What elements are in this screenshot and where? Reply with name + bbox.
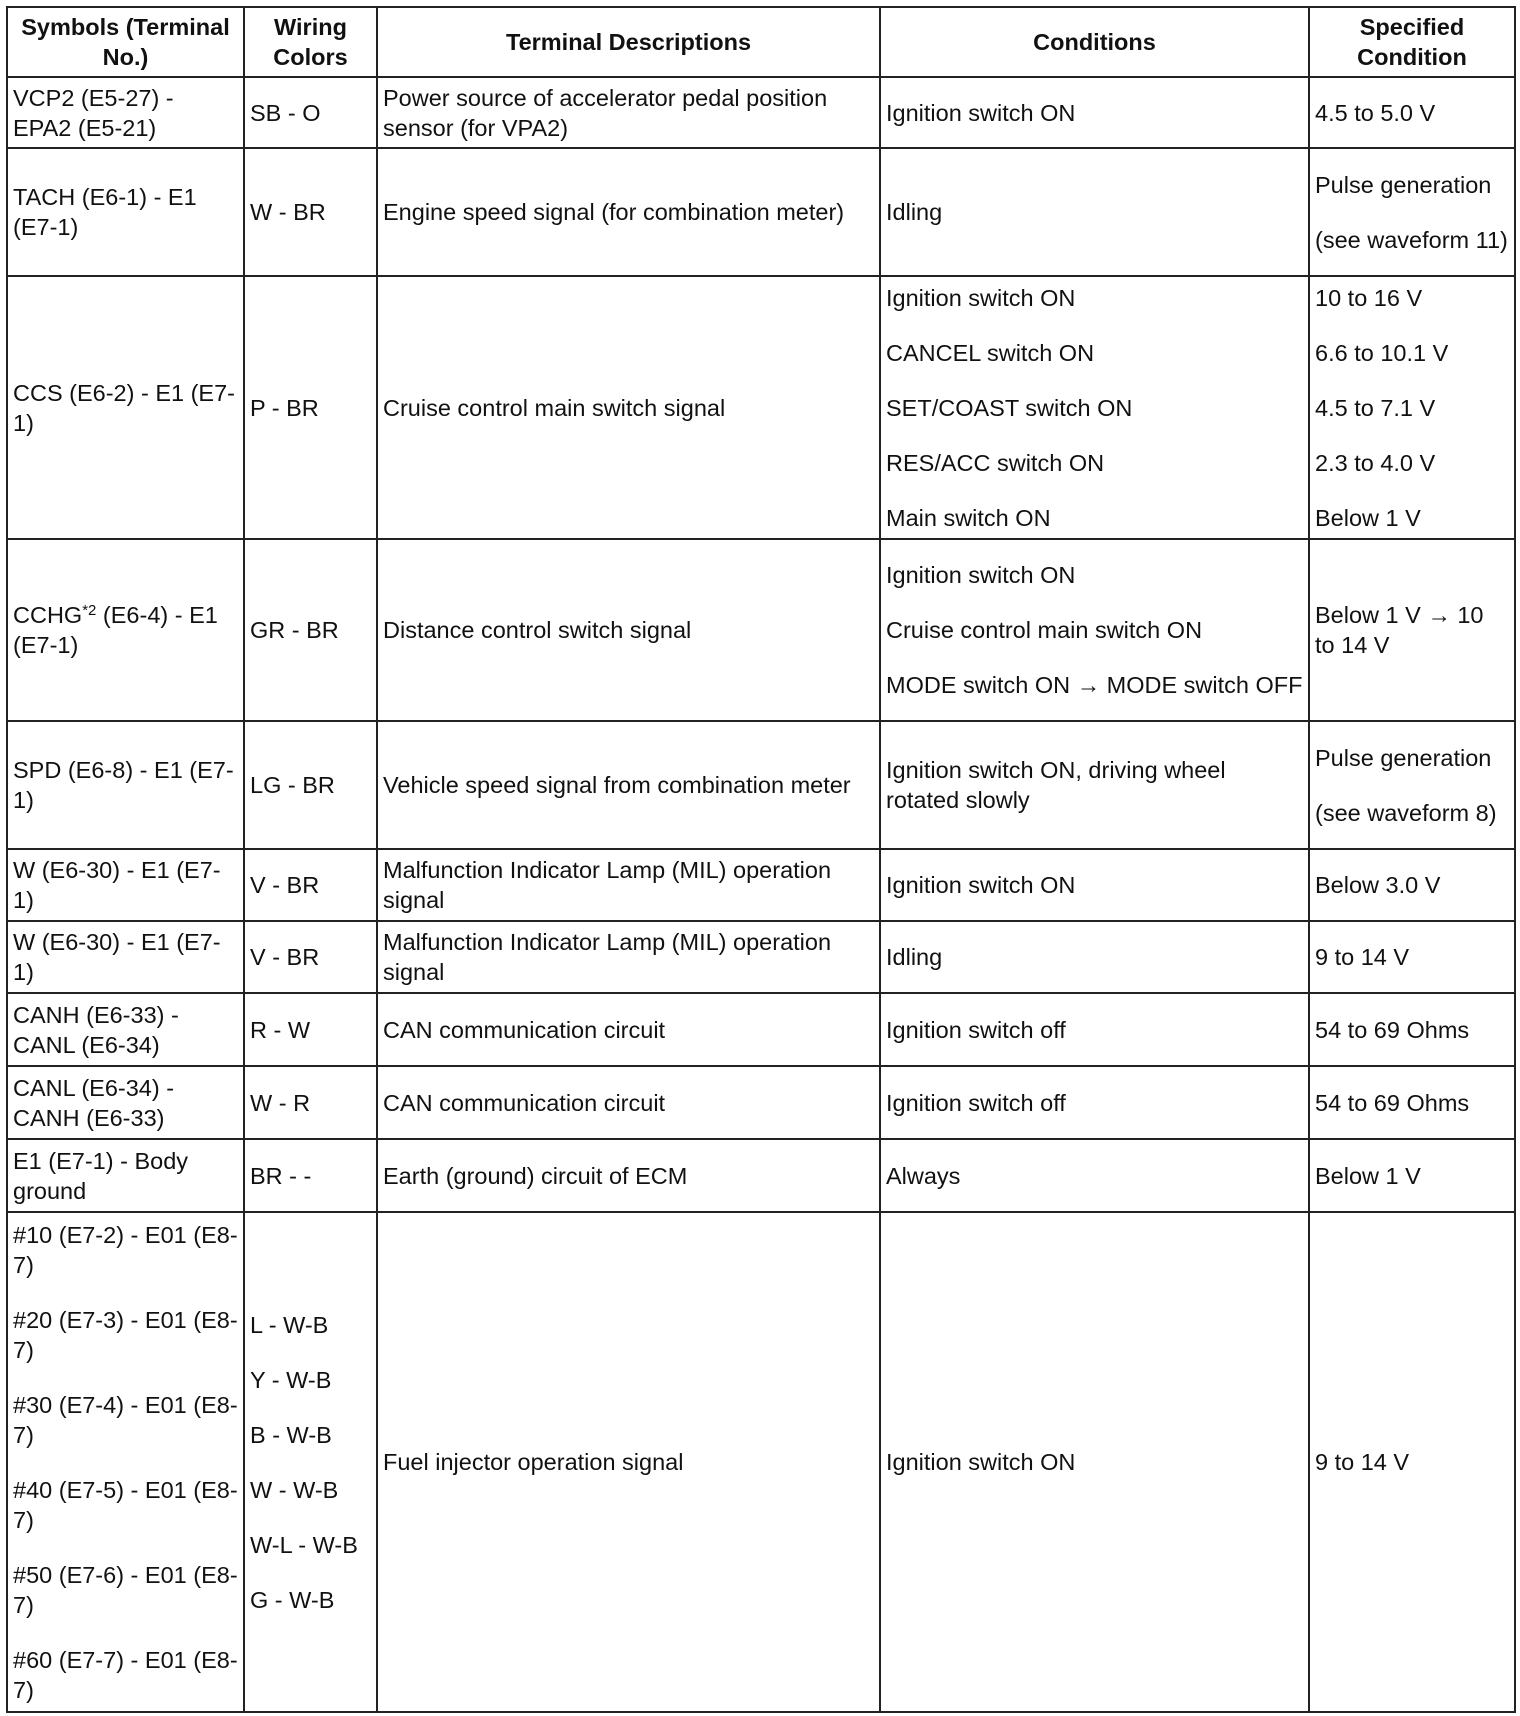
cell-symbols xyxy=(7,1066,244,1139)
cell-specified xyxy=(1309,921,1515,993)
symbol-text: #20 (E7-3) - E01 (E8-7) xyxy=(13,1306,238,1363)
wiring-text: GR - BR xyxy=(250,617,339,643)
cell-description: Distance control switch signal xyxy=(377,539,880,721)
cell-description: Malfunction Indicator Lamp (MIL) operation signal xyxy=(377,849,880,921)
table-row xyxy=(7,849,1515,921)
header-row xyxy=(7,7,1515,77)
cell-specified xyxy=(1309,849,1515,921)
cell-description: Engine speed signal (for combination meter) xyxy=(377,148,880,276)
condition-text: Ignition switch ON xyxy=(886,562,1076,588)
wiring-text: W - BR xyxy=(250,199,326,225)
cell-conditions xyxy=(880,77,1309,148)
wiring-text: W - W-B xyxy=(250,1476,339,1503)
cell-symbols xyxy=(7,849,244,921)
symbol-text: CANH (E6-33) - CANL (E6-34) xyxy=(13,1001,179,1058)
cell-specified xyxy=(1309,148,1515,276)
symbol-text: #50 (E7-6) - E01 (E8-7) xyxy=(13,1561,238,1618)
cell-wiring xyxy=(244,77,377,148)
condition-text: Ignition switch ON xyxy=(886,872,1076,898)
cell-symbols xyxy=(7,721,244,849)
wiring-text: L - W-B xyxy=(250,1311,329,1338)
symbol-text: CANL (E6-34) - CANH (E6-33) xyxy=(13,1074,175,1131)
condition-text: Ignition switch off xyxy=(886,1016,1066,1043)
cell-wiring xyxy=(244,849,377,921)
cell-description: Earth (ground) circuit of ECM xyxy=(377,1139,880,1212)
specified-text: Below 1 V → 10 to 14 V xyxy=(1315,602,1484,658)
cell-conditions xyxy=(880,276,1309,539)
symbol-text: VCP2 (E5-27) - EPA2 (E5-21) xyxy=(13,84,174,141)
table-row xyxy=(7,148,1515,276)
header-symbols: Symbols (Terminal No.) xyxy=(7,7,244,77)
table-row xyxy=(7,1139,1515,1212)
symbol-text xyxy=(13,600,238,660)
specified-text: Below 1 V xyxy=(1315,504,1421,531)
wiring-text: Y - W-B xyxy=(250,1366,332,1393)
symbol-text: SPD (E6-8) - E1 (E7-1) xyxy=(13,757,234,813)
terminal-spec-sheet xyxy=(6,6,1514,1713)
condition-text: Cruise control main switch ON xyxy=(886,617,1203,643)
table-row xyxy=(7,77,1515,148)
cell-specified xyxy=(1309,1066,1515,1139)
header-specified-condition: Specified Condition xyxy=(1309,7,1515,77)
wiring-text: G - W-B xyxy=(250,1586,335,1613)
cell-symbols xyxy=(7,77,244,148)
wiring-text: P - BR xyxy=(250,394,319,421)
cell-symbols xyxy=(7,921,244,993)
condition-text: MODE switch ON → MODE switch OFF xyxy=(886,672,1303,698)
cell-description: CAN communication circuit xyxy=(377,993,880,1066)
cell-wiring xyxy=(244,539,377,721)
specified-text: Below 3.0 V xyxy=(1315,872,1441,898)
symbol-text: #40 (E7-5) - E01 (E8-7) xyxy=(13,1476,238,1533)
symbol-suffix: (E6-4) - E1 (E7-1) xyxy=(13,602,218,658)
cell-description: Fuel injector operation signal xyxy=(377,1212,880,1712)
wiring-text: B - W-B xyxy=(250,1421,332,1448)
condition-text: RES/ACC switch ON xyxy=(886,449,1105,476)
condition-text: Idling xyxy=(886,199,943,225)
specified-text: (see waveform 8) xyxy=(1315,799,1497,826)
condition-text: Ignition switch off xyxy=(886,1089,1066,1116)
cell-description: Power source of accelerator pedal position sensor (for VPA2) xyxy=(377,77,880,148)
symbol-text: #30 (E7-4) - E01 (E8-7) xyxy=(13,1391,238,1448)
specified-text: 10 to 16 V xyxy=(1315,284,1423,311)
wiring-text: SB - O xyxy=(250,99,321,126)
wiring-text: V - BR xyxy=(250,872,320,898)
cell-symbols xyxy=(7,276,244,539)
cell-symbols xyxy=(7,1139,244,1212)
cell-conditions xyxy=(880,993,1309,1066)
cell-description: Vehicle speed signal from combination meter xyxy=(377,721,880,849)
table-row xyxy=(7,276,1515,539)
symbol-text: W (E6-30) - E1 (E7-1) xyxy=(13,857,221,913)
symbol-text: #60 (E7-7) - E01 (E8-7) xyxy=(13,1646,238,1703)
symbol-text: CCS (E6-2) - E1 (E7-1) xyxy=(13,379,235,436)
condition-text: SET/COAST switch ON xyxy=(886,394,1133,421)
footnote-marker: *2 xyxy=(82,602,97,619)
cell-description: Malfunction Indicator Lamp (MIL) operation signal xyxy=(377,921,880,993)
cell-symbols xyxy=(7,539,244,721)
condition-text: Ignition switch ON, driving wheel rotated slowly xyxy=(886,757,1226,813)
cell-conditions xyxy=(880,921,1309,993)
specified-text: 54 to 69 Ohms xyxy=(1315,1089,1470,1116)
cell-conditions xyxy=(880,1212,1309,1712)
cell-wiring xyxy=(244,276,377,539)
cell-conditions xyxy=(880,148,1309,276)
specified-text: Below 1 V xyxy=(1315,1162,1421,1189)
condition-text: Ignition switch ON xyxy=(886,284,1076,311)
symbol-text: W (E6-30) - E1 (E7-1) xyxy=(13,929,221,985)
table-row xyxy=(7,721,1515,849)
specified-text: 9 to 14 V xyxy=(1315,944,1410,970)
cell-wiring xyxy=(244,1139,377,1212)
cell-specified xyxy=(1309,276,1515,539)
terminal-spec-table xyxy=(6,6,1516,1713)
header-wiring-colors: Wiring Colors xyxy=(244,7,377,77)
wiring-text: W - R xyxy=(250,1089,311,1116)
condition-text: CANCEL switch ON xyxy=(886,339,1095,366)
cell-specified xyxy=(1309,1139,1515,1212)
specified-text: 6.6 to 10.1 V xyxy=(1315,339,1449,366)
cell-description: CAN communication circuit xyxy=(377,1066,880,1139)
cell-specified xyxy=(1309,539,1515,721)
symbol-text: E1 (E7-1) - Body ground xyxy=(13,1147,189,1204)
table-row xyxy=(7,539,1515,721)
cell-specified xyxy=(1309,993,1515,1066)
specified-text: Pulse generation xyxy=(1315,744,1492,771)
cell-specified xyxy=(1309,77,1515,148)
cell-specified xyxy=(1309,721,1515,849)
cell-wiring xyxy=(244,1066,377,1139)
specified-text: 4.5 to 5.0 V xyxy=(1315,99,1436,126)
wiring-text: R - W xyxy=(250,1016,311,1043)
header-terminal-descriptions: Terminal Descriptions xyxy=(377,7,880,77)
cell-wiring xyxy=(244,921,377,993)
table-row xyxy=(7,921,1515,993)
cell-wiring xyxy=(244,148,377,276)
condition-text: Idling xyxy=(886,944,943,970)
condition-text: Ignition switch ON xyxy=(886,1449,1076,1475)
cell-description: Cruise control main switch signal xyxy=(377,276,880,539)
specified-text: 4.5 to 7.1 V xyxy=(1315,394,1436,421)
specified-text: 9 to 14 V xyxy=(1315,1449,1410,1475)
specified-text: 2.3 to 4.0 V xyxy=(1315,449,1436,476)
cell-conditions xyxy=(880,539,1309,721)
condition-text: Ignition switch ON xyxy=(886,99,1076,126)
wiring-text: LG - BR xyxy=(250,772,335,798)
cell-specified xyxy=(1309,1212,1515,1712)
cell-conditions xyxy=(880,1139,1309,1212)
cell-conditions xyxy=(880,721,1309,849)
symbol-text: #10 (E7-2) - E01 (E8-7) xyxy=(13,1221,238,1278)
table-row xyxy=(7,993,1515,1066)
header-conditions: Conditions xyxy=(880,7,1309,77)
specified-text: (see waveform 11) xyxy=(1315,226,1508,253)
symbol-text: TACH (E6-1) - E1 (E7-1) xyxy=(13,184,197,240)
cell-conditions xyxy=(880,1066,1309,1139)
wiring-text: BR - - xyxy=(250,1162,312,1189)
cell-symbols xyxy=(7,993,244,1066)
cell-symbols xyxy=(7,1212,244,1712)
wiring-text: W-L - W-B xyxy=(250,1531,358,1558)
cell-wiring xyxy=(244,1212,377,1712)
cell-conditions xyxy=(880,849,1309,921)
cell-symbols xyxy=(7,148,244,276)
symbol-prefix: CCHG xyxy=(13,602,83,628)
specified-text: Pulse generation xyxy=(1315,171,1492,198)
condition-text: Always xyxy=(886,1162,961,1189)
cell-wiring xyxy=(244,721,377,849)
wiring-text: V - BR xyxy=(250,944,320,970)
specified-text: 54 to 69 Ohms xyxy=(1315,1016,1470,1043)
condition-text: Main switch ON xyxy=(886,504,1051,531)
cell-wiring xyxy=(244,993,377,1066)
table-row xyxy=(7,1212,1515,1712)
table-row xyxy=(7,1066,1515,1139)
